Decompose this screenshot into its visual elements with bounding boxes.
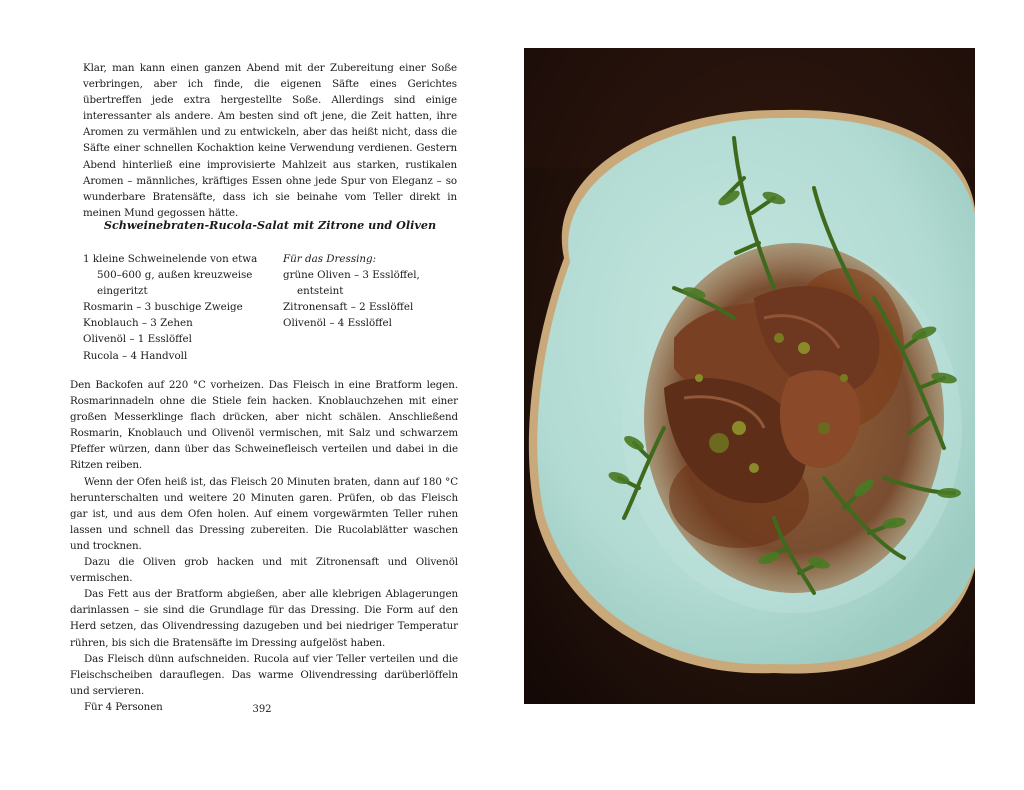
method-paragraph: Dazu die Oliven grob hacken und mit Zitronensaft und Olivenöl vermischen. — [70, 556, 458, 585]
food-photo-illustration — [524, 48, 975, 704]
food-photo — [524, 48, 975, 704]
method-paragraph: Das Fett aus der Bratform abgießen, aber alle klebrigen Ablagerungen darinlassen – sie sind die Grundlage für das Dressing. Die Form auf den Herd setzen, das Olivendressing dazugeben und bei niedriger Temperatur rühren, bis sich die Bratensäfte im Dressing aufgelöst haben. — [70, 588, 458, 649]
method-paragraph: Den Backofen auf 220 °C vorheizen. Das Fleisch in eine Bratform legen. Rosmarinnadeln ohne die Stiele fein hacken. Knoblauchzehen mit einer großen Messerklinge flach drücken, aber nicht schälen. Anschließend Rosmarin, Knoblauch und Olivenöl vermischen, mit Salz und schwarzem Pfeffer würzen, dann über das Schweinefleisch verteilen und dabei in die Ritzen reiben. — [70, 379, 458, 472]
ingredient-item: Olivenöl – 4 Esslöffel — [283, 317, 392, 330]
ingredient-item: Rucola – 4 Handvoll — [83, 349, 188, 362]
ingredient-item: Zitronensaft – 2 Esslöffel — [283, 301, 414, 314]
intro-paragraph: Klar, man kann einen ganzen Abend mit der Zubereitung einer Soße verbringen, aber ich finde, die eigenen Säfte eines Gerichtes übertreffen jede extra hergestellte Soße. Allerdings sind einige interessanter als andere. Am besten sind oft jene, die Zeit hatten, ihre Aromen zu vermählen und zu entwickeln, aber das heißt nicht, dass die Säfte einer schnellen Kochaktion keine Verwendung verdienen. Gestern Abend hinterließ eine improvisierte Mahlzeit aus starken, rustikalen Aromen – männliches, kräftiges Essen ohne jede Spur von Eleganz – so wunderbare Bratensäfte, dass ich sie beinahe vom Teller direkt in meinen Mund gegossen hätte. — [83, 62, 457, 219]
dressing-heading: Für das Dressing: — [283, 253, 377, 265]
ingredient-item: grüne Oliven – 3 Esslöffel, entsteint — [283, 269, 420, 298]
method-paragraph: Wenn der Ofen heiß ist, das Fleisch 20 Minuten braten, dann auf 180 °C herunterschalten und weitere 20 Minuten garen. Prüfen, ob das Fleisch gar ist, und aus dem Ofen holen. Auf einem vorgewärmten Teller ruhen lassen und schnell das Dressing zubereiten. Die Rucolablätter waschen und trocknen. — [70, 475, 458, 552]
page-number: 392 — [252, 704, 272, 715]
ingredient-item: Knoblauch – 3 Zehen — [83, 317, 193, 330]
ingredients-main-list — [83, 251, 273, 364]
ingredient-item: Rosmarin – 3 buschige Zweige — [83, 301, 243, 314]
recipe-title: Schweinebraten-Rucola-Salat mit Zitrone und Oliven — [103, 218, 437, 232]
ingredients-dressing-list — [283, 251, 463, 331]
servings-note: Für 4 Personen — [84, 700, 163, 713]
method-text — [70, 377, 458, 715]
ingredient-item: 1 kleine Schweinelende von etwa 500–600 g, außen kreuzweise eingeritzt — [83, 253, 258, 298]
ingredient-item: Olivenöl – 1 Esslöffel — [83, 333, 192, 346]
method-paragraph: Das Fleisch dünn aufschneiden. Rucola auf vier Teller verteilen und die Fleischscheiben darauflegen. Das warme Olivendressing darüberlöffeln und servieren. — [70, 652, 458, 697]
